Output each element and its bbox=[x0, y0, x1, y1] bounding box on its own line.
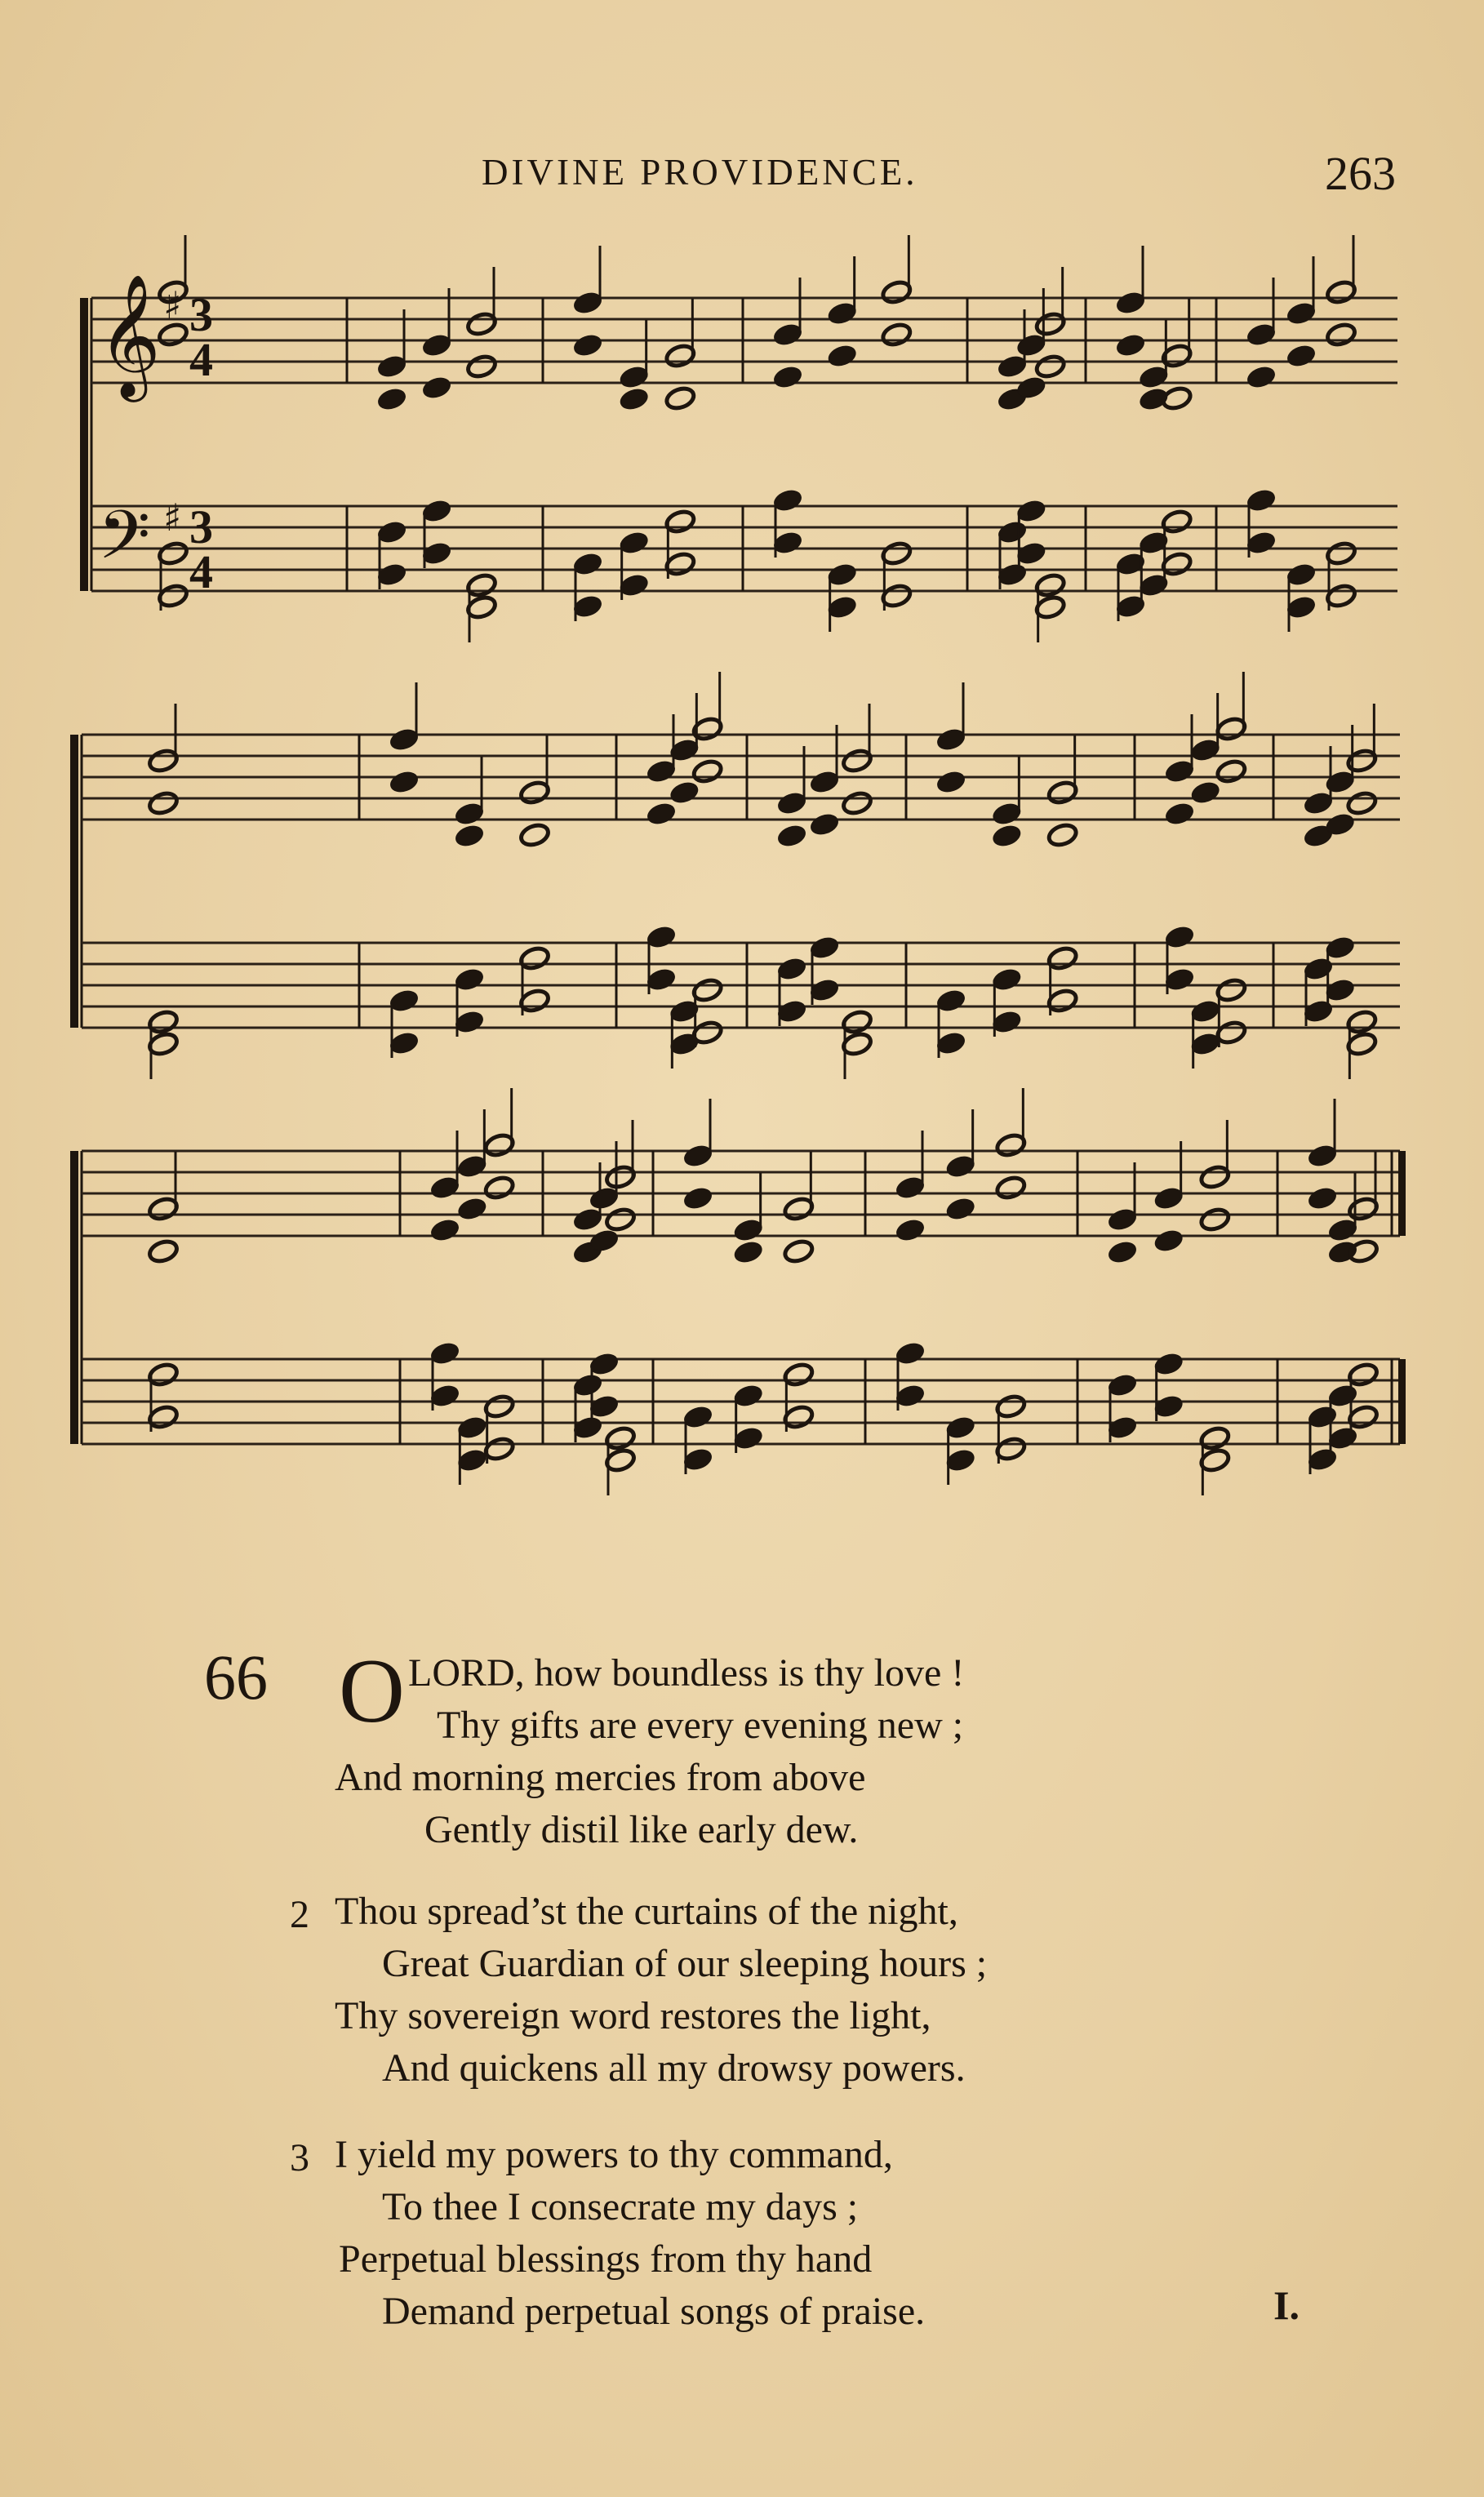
sharp-key-signature-icon: ♯ bbox=[163, 283, 182, 327]
stanza-line: Thou spread’st the curtains of the night, bbox=[335, 1890, 958, 1933]
note-head bbox=[518, 822, 550, 848]
note-head bbox=[881, 322, 913, 348]
system-bracket bbox=[70, 735, 78, 1028]
note-head bbox=[894, 1217, 926, 1243]
stanza-line: LORD, how boundless is thy love ! bbox=[408, 1651, 965, 1695]
note-head bbox=[453, 823, 485, 849]
sharp-key-signature-icon: ♯ bbox=[163, 495, 182, 540]
note-head bbox=[1215, 758, 1247, 784]
note-head bbox=[420, 375, 452, 401]
note-head bbox=[1046, 822, 1078, 848]
stanza-line: Gently distil like early dew. bbox=[424, 1808, 859, 1851]
note-head bbox=[1106, 1239, 1138, 1265]
note-head bbox=[147, 1238, 179, 1264]
note-head bbox=[841, 790, 873, 816]
note-head bbox=[1163, 801, 1195, 827]
stanza-line: Thy gifts are every evening new ; bbox=[437, 1704, 964, 1747]
note-head bbox=[808, 811, 840, 838]
note-head bbox=[645, 801, 677, 827]
note-head bbox=[1161, 385, 1193, 411]
treble-time-sig-upper: 3 bbox=[189, 288, 213, 341]
note-head bbox=[618, 386, 650, 412]
stanza-line: Perpetual blessings from thy hand bbox=[339, 2237, 873, 2281]
note-head bbox=[1306, 1185, 1338, 1211]
bass-time-sig-lower: 4 bbox=[189, 545, 213, 598]
note-head bbox=[682, 1185, 713, 1211]
note-head bbox=[991, 823, 1023, 849]
note-head bbox=[775, 823, 807, 849]
note-head bbox=[1347, 1238, 1379, 1264]
stanza-number: 3 bbox=[290, 2136, 309, 2179]
note-head bbox=[1346, 790, 1378, 816]
note-head bbox=[375, 386, 407, 412]
final-barline-thick bbox=[1398, 1151, 1406, 1236]
note-head bbox=[935, 769, 966, 795]
system-bracket bbox=[80, 298, 88, 591]
stanza-line: Thy sovereign word restores the light, bbox=[335, 1994, 931, 2037]
stanza-line: And morning mercies from above bbox=[335, 1756, 866, 1799]
page-number: 263 bbox=[1325, 147, 1396, 200]
stanza-line: To thee I consecrate my days ; bbox=[382, 2185, 859, 2228]
note-head bbox=[944, 1196, 976, 1222]
bass-time-sig-upper: 3 bbox=[189, 500, 213, 553]
note-head bbox=[1153, 1228, 1184, 1254]
note-head bbox=[995, 1175, 1027, 1201]
treble-time-sig-lower: 4 bbox=[189, 333, 213, 386]
note-head bbox=[1189, 780, 1221, 806]
drop-cap: O bbox=[339, 1641, 405, 1742]
note-head bbox=[669, 780, 700, 806]
treble-clef-icon: 𝄞 bbox=[98, 273, 161, 397]
stanza-line: And quickens all my drowsy powers. bbox=[382, 2046, 966, 2090]
stanza-line: Great Guardian of our sleeping hours ; bbox=[382, 1942, 988, 1985]
note-head bbox=[783, 1238, 815, 1264]
note-head bbox=[691, 758, 723, 784]
system-bracket bbox=[70, 1151, 78, 1444]
note-head bbox=[604, 1206, 636, 1233]
final-barline-thick bbox=[1398, 1359, 1406, 1444]
running-title: DIVINE PROVIDENCE. bbox=[482, 152, 918, 193]
note-head bbox=[1285, 343, 1317, 369]
note-head bbox=[1114, 332, 1146, 358]
stanza-line: Demand perpetual songs of praise. bbox=[382, 2290, 926, 2333]
note-head bbox=[732, 1239, 764, 1265]
bass-clef-icon: 𝄢 bbox=[98, 495, 151, 591]
author-initial: I. bbox=[1273, 2282, 1300, 2328]
note-head bbox=[771, 364, 803, 390]
stanza-number: 2 bbox=[290, 1893, 309, 1936]
note-head bbox=[456, 1196, 488, 1222]
note-head bbox=[147, 790, 179, 816]
note-head bbox=[483, 1175, 515, 1201]
hymn-number: 66 bbox=[204, 1642, 268, 1713]
stanza-line: I yield my powers to thy command, bbox=[335, 2133, 893, 2176]
note-head bbox=[429, 1217, 460, 1243]
note-head bbox=[664, 385, 696, 411]
score-layer bbox=[70, 235, 1406, 1495]
note-head bbox=[465, 353, 497, 380]
note-head bbox=[826, 343, 858, 369]
note-head bbox=[571, 332, 603, 358]
note-head bbox=[1199, 1206, 1231, 1233]
note-head bbox=[1325, 322, 1357, 348]
note-head bbox=[1034, 353, 1066, 380]
note-head bbox=[388, 769, 420, 795]
note-head bbox=[1245, 364, 1277, 390]
